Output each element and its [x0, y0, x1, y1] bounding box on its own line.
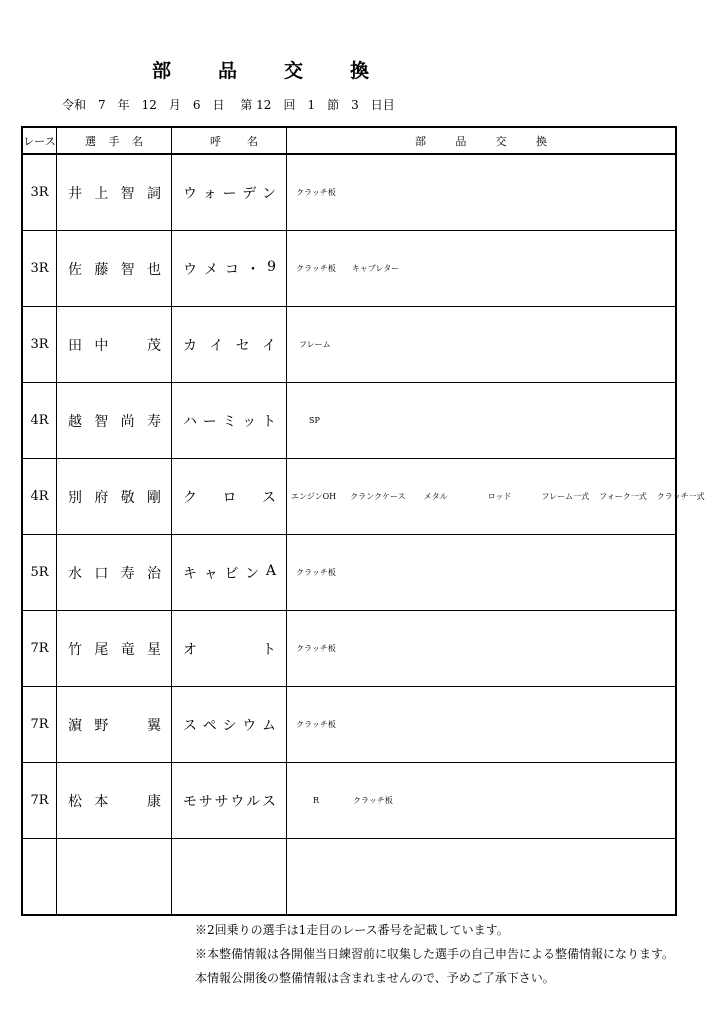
part-item: クラッチ板 — [296, 644, 336, 653]
race-number — [22, 839, 57, 916]
call-name-char: ウ — [230, 793, 245, 810]
part-item: クラッチ板 — [353, 796, 393, 805]
race-number: 7R — [22, 763, 57, 839]
part-item: SP — [309, 416, 320, 425]
parts-cell — [287, 231, 677, 307]
player-name-char: 智 — [120, 185, 135, 202]
call-name-char: ル — [246, 793, 261, 810]
header-parts — [287, 127, 677, 154]
title-char: 部 — [152, 60, 172, 82]
part-item: キャブレター — [351, 264, 400, 273]
table-row — [22, 611, 676, 687]
call-name — [172, 535, 287, 611]
player-name — [57, 611, 172, 687]
call-name-char: デ — [242, 185, 257, 202]
player-name-char: 智 — [120, 261, 135, 278]
part-item: フレーム一式 — [541, 492, 590, 501]
call-name-char: ウ — [183, 185, 197, 202]
note-line: 本情報公開後の整備情報は含まれませんので、予めご了承下さい。 — [195, 971, 555, 985]
race-number: 4R — [22, 383, 57, 459]
part-item: フォーク一式 — [599, 492, 647, 501]
player-name-char: 茂 — [146, 337, 161, 354]
call-name-char: ス — [183, 717, 197, 734]
header-callname — [172, 127, 287, 154]
call-name — [172, 383, 287, 459]
call-name-char: ロ — [222, 489, 237, 506]
table-row — [22, 459, 676, 535]
player-name-char: 也 — [146, 261, 161, 278]
part-item: クラッチ板 — [296, 264, 336, 273]
player-name-char: 剛 — [146, 489, 161, 506]
call-name-char — [223, 639, 237, 659]
header-player — [57, 127, 172, 154]
player-name-char: 詞 — [146, 185, 161, 202]
title-char: 交 — [284, 60, 304, 82]
document-title — [152, 56, 416, 83]
header-char: 換 — [535, 134, 547, 148]
header-char: 手 — [108, 134, 120, 148]
notes — [195, 918, 674, 990]
player-name — [57, 459, 172, 535]
call-name — [172, 307, 287, 383]
call-name-char: ス — [261, 793, 276, 810]
player-name-char: 濵 — [68, 717, 82, 734]
title-char: 品 — [218, 60, 238, 82]
header-char: 品 — [455, 134, 467, 148]
player-name-char: 竜 — [120, 641, 135, 658]
call-name-char: カ — [183, 337, 197, 354]
player-name-char: 中 — [94, 337, 109, 354]
header-char: 呼 — [210, 134, 221, 148]
call-name — [172, 231, 287, 307]
call-name-char: ト — [262, 413, 276, 430]
player-name-char: 翼 — [146, 717, 161, 734]
call-name-char: ッ — [242, 413, 257, 430]
player-name-char: 藤 — [94, 261, 109, 278]
note-line: ※2回乗りの選手は1走目のレース番号を記載しています。 — [195, 923, 509, 937]
part-item: メタル — [423, 492, 448, 501]
call-name-char: シ — [222, 717, 237, 734]
call-name-char: モ — [183, 793, 197, 810]
player-name-char: 寿 — [120, 565, 135, 582]
player-name-char — [121, 715, 135, 735]
parts-cell — [287, 383, 677, 459]
player-name-char: 田 — [68, 337, 82, 354]
table-row — [22, 535, 676, 611]
part-item: エンジンOH — [291, 492, 337, 501]
player-name-char: 敬 — [120, 489, 135, 506]
table-row — [22, 154, 676, 231]
table-row — [22, 307, 676, 383]
race-number: 5R — [22, 535, 57, 611]
parts-cell — [287, 763, 677, 839]
call-name-char: ン — [262, 185, 276, 202]
call-name-char: ャ — [203, 565, 218, 582]
player-name — [57, 839, 172, 916]
call-name-char: ム — [262, 717, 276, 734]
call-name-char: ォ — [202, 185, 217, 202]
player-name-char: 府 — [94, 489, 109, 506]
player-name-char — [121, 335, 135, 355]
call-name-char: ク — [183, 489, 197, 506]
table-row — [22, 231, 676, 307]
table-row — [22, 383, 676, 459]
parts-cell — [287, 535, 677, 611]
part-item: フレーム — [299, 340, 331, 349]
player-name-char: 星 — [146, 641, 161, 658]
parts-cell — [287, 459, 705, 535]
player-name-char: 寿 — [146, 413, 161, 430]
call-name-char: ス — [262, 489, 276, 506]
call-name-char: ン — [245, 565, 260, 582]
call-name-char: ウ — [242, 717, 257, 734]
player-name-char: 野 — [94, 717, 109, 734]
player-name-char — [121, 791, 135, 811]
call-name-char: ウ — [183, 261, 197, 278]
part-item: クラッチ板 — [296, 188, 336, 197]
table-row — [22, 687, 676, 763]
call-name-char: ハ — [183, 413, 197, 430]
player-name-char: 井 — [68, 185, 82, 202]
call-name — [172, 687, 287, 763]
player-name-char: 智 — [94, 413, 109, 430]
player-name-char: 越 — [68, 413, 82, 430]
call-name-char: イ — [261, 337, 276, 354]
player-name — [57, 687, 172, 763]
parts-cell — [287, 611, 677, 687]
race-number: 7R — [22, 611, 57, 687]
player-name-char: 松 — [68, 793, 82, 810]
part-item: R — [313, 796, 320, 805]
call-name-char: ミ — [222, 413, 237, 430]
player-name-char: 口 — [94, 565, 109, 582]
player-name — [57, 535, 172, 611]
part-item: クランクケース — [350, 492, 406, 501]
note-line: ※本整備情報は各開催当日練習前に収集した選手の自己申告による整備情報になります。 — [195, 947, 675, 961]
call-name — [172, 611, 287, 687]
call-name-char: ー — [202, 413, 217, 430]
header-char: 交 — [495, 134, 507, 148]
call-name-char: ト — [262, 641, 276, 658]
part-item: クラッチ一式 — [656, 492, 705, 501]
table-row — [22, 839, 676, 916]
date-line: 令和 7 年 12 月 6 日 第 12 回 1 節 3 日目 — [62, 98, 395, 112]
call-name-char: ペ — [202, 717, 217, 734]
part-item: ロッド — [487, 492, 512, 501]
race-number: 4R — [22, 459, 57, 535]
race-number: 3R — [22, 307, 57, 383]
parts-cell — [287, 307, 677, 383]
race-number: 3R — [22, 231, 57, 307]
player-name-char: 治 — [146, 565, 161, 582]
call-name-char: キ — [183, 565, 197, 582]
player-name — [57, 154, 172, 231]
part-item: クラッチ板 — [296, 720, 336, 729]
call-name-char: A — [265, 562, 276, 579]
call-name-char: ー — [222, 185, 237, 202]
player-name-char: 本 — [94, 793, 109, 810]
player-name-char: 尚 — [120, 413, 135, 430]
race-number: 3R — [22, 154, 57, 231]
header-char: 名 — [247, 134, 258, 148]
call-name-char: オ — [183, 641, 197, 658]
player-name — [57, 383, 172, 459]
call-name — [172, 154, 287, 231]
call-name-char: メ — [204, 261, 219, 278]
part-item: クラッチ板 — [296, 568, 336, 577]
call-name-char: イ — [209, 337, 224, 354]
call-name-char: サ — [214, 793, 229, 810]
player-name-char: 別 — [68, 489, 82, 506]
call-name-char: コ — [225, 261, 240, 278]
call-name-char: ビ — [224, 565, 239, 582]
player-name — [57, 307, 172, 383]
parts-cell — [287, 839, 677, 916]
header-char: 部 — [415, 134, 426, 148]
call-name-char: サ — [198, 793, 213, 810]
call-name-char: ・ — [246, 261, 261, 278]
player-name-char: 康 — [146, 793, 161, 810]
call-name — [172, 763, 287, 839]
parts-table — [21, 126, 705, 916]
player-name-char: 竹 — [68, 641, 82, 658]
call-name — [172, 459, 287, 535]
parts-cell — [287, 687, 677, 763]
call-name — [172, 839, 287, 916]
player-name-char: 上 — [94, 185, 109, 202]
player-name-char: 佐 — [68, 261, 82, 278]
call-name-char: セ — [235, 337, 250, 354]
header-race: レース — [22, 127, 57, 154]
header-char: 名 — [132, 134, 143, 148]
player-name-char: 水 — [68, 565, 82, 582]
table-row — [22, 763, 676, 839]
table-header-row — [22, 127, 676, 154]
player-name — [57, 763, 172, 839]
title-char: 換 — [350, 60, 370, 82]
header-char: 選 — [85, 134, 96, 148]
parts-cell — [287, 154, 677, 231]
call-name-char: 9 — [267, 258, 276, 275]
race-number: 7R — [22, 687, 57, 763]
player-name — [57, 231, 172, 307]
player-name-char: 尾 — [94, 641, 109, 658]
